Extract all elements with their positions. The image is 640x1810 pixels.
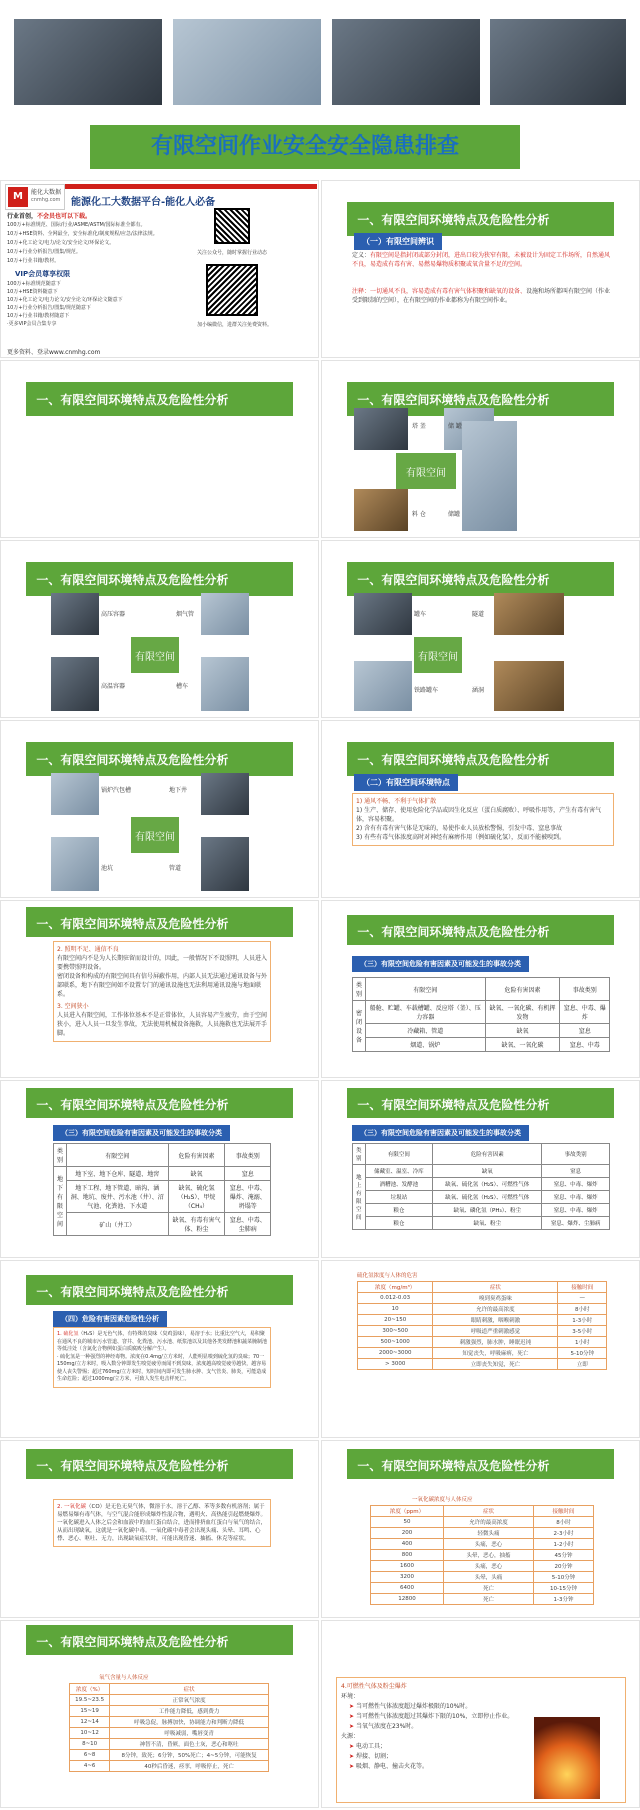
table-caption: 一氧化碳浓度与人体反应 <box>412 1497 473 1503</box>
col-header: 类别 <box>54 1144 67 1167</box>
para: · 硫化氢是一种强烈的神经毒物。浓度在0.4mg/立方米时，人能明显嗅到硫化氢的臭味；70一150mg/立方米时，吸入数分钟即发生嗅觉疲劳而闻不到臭味，浓度越高嗅觉疲劳越快，越容易使人丧失警惕；超过760mg/立方米时，短时间内即可发生肺水肿、支气管炎、肺炎，可能造成生命危险；超过1000mg/立方米，可致人发生电击样死亡。 <box>57 1353 267 1382</box>
cell: 冷藏箱、管道 <box>366 1024 486 1038</box>
item: 3) 有些有毒气体浓度高时对神经有麻痹作用（例如硫化氢），反而不能被嗅到。 <box>356 834 566 841</box>
photo-rail-tanker <box>354 661 412 711</box>
center-node: 有限空间 <box>131 637 179 673</box>
section-header: 一、有限空间环境特点及危险性分析 <box>26 1275 292 1305</box>
table-row <box>371 1583 594 1594</box>
slide-diagram-4 <box>0 720 319 898</box>
slide-header-only <box>0 360 319 538</box>
slide-table-underground <box>0 1080 319 1258</box>
co-table <box>370 1505 594 1605</box>
ad-list <box>7 221 202 266</box>
bullet: ➤ 当可燃性气体浓度超过其爆炸下限的10%，立即停止作业。 <box>349 1713 514 1720</box>
label: 高压容器 <box>101 611 126 618</box>
cell: 知觉丧失，呼吸麻痹，死亡 <box>433 1348 558 1359</box>
cell: 1-3分钟 <box>534 1594 594 1605</box>
section-header: 一、有限空间环境特点及危险性分析 <box>26 562 292 596</box>
ad-top-rule <box>65 184 317 189</box>
cell: 8分钟，致死；6分钟，50%死亡；4~5分钟，可能恢复 <box>110 1750 269 1761</box>
table-header-row <box>353 978 610 1001</box>
vip-item: 10万+化工论文/电力论文/安全论文/环保论文随意下 <box>7 297 123 303</box>
item: 2) 含有有毒有害气体是无味的，易使作业人员放松警惕，引发中毒、窒息事故 <box>356 825 563 832</box>
cell: 12~14 <box>70 1717 110 1728</box>
table-header-row <box>358 1282 607 1293</box>
cell: 2000~3000 <box>358 1348 433 1359</box>
table-row <box>353 1001 610 1024</box>
photo-manhole-worker <box>173 19 321 105</box>
col-header: 危险有害因素 <box>485 978 560 1001</box>
photo-boiler <box>51 773 99 815</box>
cell: 8小时 <box>558 1304 607 1315</box>
ad-industry-first: 行业首创，不会员也可以下载。 <box>7 213 92 220</box>
cell: 8小时 <box>534 1517 594 1528</box>
label: 塔 釜 <box>412 423 426 430</box>
slide-banner <box>0 0 640 178</box>
col-header: 症状 <box>443 1506 533 1517</box>
cell: 4~6 <box>70 1761 110 1772</box>
slide-h2s <box>0 1260 319 1438</box>
table-row <box>70 1717 269 1728</box>
cell: 窒息、中毒、爆炸 <box>560 1001 610 1024</box>
table-header-row <box>371 1506 594 1517</box>
label: 地下井 <box>169 787 188 794</box>
cell: 3200 <box>371 1572 444 1583</box>
cell: 45分钟 <box>534 1550 594 1561</box>
h2s-table <box>357 1281 607 1370</box>
center-node: 有限空间 <box>414 637 462 673</box>
cell: 缺氧、硫化氢（H₂S）、可燃性气体 <box>433 1191 542 1204</box>
cell: 缺氧、硫化氢（H₂S）、甲烷（CH₄） <box>168 1181 225 1213</box>
ad-item: 100万+标准规范、国际/行业/ASME/ASTM/国际标准全都有。 <box>7 222 146 228</box>
definition-text: 定义：有限空间是指封闭或部分封闭，进出口较为狭窄有限，未被设计为固定工作场所，自然通风不良，易造成有毒有害、易燃易爆物质积聚或氧含量不足的空间。 <box>352 252 611 268</box>
slide-environment <box>321 720 640 898</box>
table-row <box>353 1024 610 1038</box>
cell: — <box>558 1293 607 1304</box>
lighting-text <box>53 941 271 1042</box>
photo-tanker <box>354 593 412 635</box>
cell: 酒糟池、发酵池 <box>365 1178 433 1191</box>
table-row <box>358 1293 607 1304</box>
cell: 20~150 <box>358 1315 433 1326</box>
ad-title: 能源化工大数据平台-能化人必备 <box>71 197 216 208</box>
col-header: 症状 <box>110 1684 269 1695</box>
cell: 缺氧、一氧化碳、有机挥发物 <box>485 1001 560 1024</box>
col-header: 有限空间 <box>366 978 486 1001</box>
bullet: ➤ 当氧气浓度在23%时。 <box>349 1723 418 1730</box>
hazard-table <box>53 1143 271 1236</box>
cell: 12800 <box>371 1594 444 1605</box>
cell: 头晕，头痛 <box>443 1572 533 1583</box>
photo-pipe-worker <box>201 837 249 891</box>
photo-bin <box>354 489 408 531</box>
section-header: 一、有限空间环境特点及危险性分析 <box>347 915 613 945</box>
vip-list <box>7 280 202 328</box>
heading: 2. 照明不足、通信不良 <box>57 946 119 953</box>
oxygen-table <box>69 1683 269 1772</box>
cell: 1-3小时 <box>558 1315 607 1326</box>
qr-code-2 <box>206 264 258 316</box>
slide-table-aboveground <box>321 1080 640 1258</box>
cell: 10~12 <box>70 1728 110 1739</box>
cell: 允许的最高浓度 <box>443 1517 533 1528</box>
section-header: 一、有限空间环境特点及危险性分析 <box>26 742 292 776</box>
slide-table-closed <box>321 900 640 1078</box>
col-header: 事故类别 <box>542 1144 610 1165</box>
cell: 窒息 <box>542 1165 610 1178</box>
photo-tanker <box>332 19 480 105</box>
col-header: 事故类别 <box>225 1144 271 1167</box>
cell: 头痛，恶心 <box>443 1561 533 1572</box>
photo-underground <box>201 773 249 815</box>
table-caption: 硫化氢浓度与人体的危害 <box>357 1273 418 1279</box>
cell: 允许的最高浓度 <box>433 1304 558 1315</box>
table-row <box>371 1594 594 1605</box>
label: 高温容器 <box>101 683 126 690</box>
ad-item: 10万+HSE资料、全网最全，安全标准化/制度规程/应急/法律法规。 <box>7 231 158 237</box>
section-header: 一、有限空间环境特点及危险性分析 <box>26 1088 292 1118</box>
bullet: ➤ 当可燃性气体浓度超过爆炸极限的10%时。 <box>349 1703 472 1710</box>
section-header: 一、有限空间环境特点及危险性分析 <box>347 1449 613 1479</box>
cell: 50 <box>371 1517 444 1528</box>
cell: 呼吸道严重刺激感觉 <box>433 1326 558 1337</box>
cell: 19.5~23.5 <box>70 1695 110 1706</box>
slide-definition <box>321 180 640 358</box>
cell: 15~19 <box>70 1706 110 1717</box>
cell: 地下工程、地下管道、暗沟、涵洞、地坑、废井、污水池（井）、沼气池、化粪池、下水道 <box>67 1181 169 1213</box>
cell: 嗅到臭鸡蛋味 <box>433 1293 558 1304</box>
item: 1) 生产、储存、使用危险化学品或因生化反应（蛋白质腐败）、呼吸作用等，产生有毒有害气体，容易积聚。 <box>356 807 602 823</box>
category-cell: 密闭设备 <box>353 1001 366 1052</box>
cell: > 3000 <box>358 1359 433 1370</box>
section-header: 一、有限空间环境特点及危险性分析 <box>347 742 613 776</box>
table-header-row <box>54 1144 271 1167</box>
col-header: 有限空间 <box>365 1144 433 1165</box>
photo-rescue-workers <box>490 19 626 105</box>
col-header: 类别 <box>353 978 366 1001</box>
cell: 1小时 <box>558 1337 607 1348</box>
h2s-text <box>53 1327 271 1388</box>
slide-diagram-2 <box>0 540 319 718</box>
cell: 粮仓 <box>365 1204 433 1217</box>
cell: 正常氧气浓度 <box>110 1695 269 1706</box>
photo-equipment <box>14 19 162 105</box>
col-header: 症状 <box>433 1282 558 1293</box>
label: 锅炉汽包槽 <box>101 787 132 794</box>
cell: 缺氧、有毒有害气体、粉尘 <box>168 1213 225 1236</box>
bullet: ➤ 电动工具； <box>349 1743 386 1750</box>
cell: 300~500 <box>358 1326 433 1337</box>
cell: 500~1000 <box>358 1337 433 1348</box>
photo-fire <box>534 1717 600 1799</box>
label: 环境： <box>341 1693 360 1700</box>
table-row <box>358 1348 607 1359</box>
subsection-pill: （一）有限空间辨识 <box>354 233 442 250</box>
cell: 窒息、中毒、爆炸、淹溺、坍塌等 <box>225 1181 271 1213</box>
center-node: 有限空间 <box>131 817 179 853</box>
cell: 缺氧、粉尘 <box>433 1217 542 1230</box>
col-header: 浓度（mg/m³） <box>358 1282 433 1293</box>
photo-culvert <box>494 661 564 711</box>
cell: 眼睛刺激，咽喉刺激 <box>433 1315 558 1326</box>
center-node: 有限空间 <box>396 453 456 489</box>
bullet: ➤ 焊接、切割； <box>349 1753 392 1760</box>
cell: 10-15分钟 <box>534 1583 594 1594</box>
subsection-pill: （三）有限空间危险有害因素及可能发生的事故分类 <box>352 956 529 972</box>
banner-title: 有限空间作业安全安全隐患排查 <box>90 125 520 169</box>
photo-tower <box>354 408 408 450</box>
cell: 刺激强烈，肺水肿，睡眠迟钝 <box>433 1337 558 1348</box>
ad-logo-box <box>5 184 65 210</box>
cell: 储藏室、温室、冷库 <box>365 1165 433 1178</box>
table-header-row <box>353 1144 610 1165</box>
subsection-pill: （三）有限空间危险有害因素及可能发生的事故分类 <box>352 1125 529 1141</box>
cell: 0.012-0.03 <box>358 1293 433 1304</box>
col-header: 危险有害因素 <box>168 1144 225 1167</box>
slide-co-table <box>321 1440 640 1618</box>
table-row <box>70 1695 269 1706</box>
slide-h2s-table <box>321 1260 640 1438</box>
cell: 缺氧、一氧化碳 <box>485 1038 560 1052</box>
cell: 呼吸急促，脉搏加快，协调能力和判断力降低 <box>110 1717 269 1728</box>
cell: 窒息、中毒、爆炸 <box>542 1191 610 1204</box>
ad-item: 10万+行业分析报告/图集/规范。 <box>7 249 81 255</box>
label: 槽车 <box>176 683 189 690</box>
col-header: 接触时间 <box>534 1506 594 1517</box>
table-row <box>353 1165 610 1178</box>
cell: 6400 <box>371 1583 444 1594</box>
cell: 10 <box>358 1304 433 1315</box>
cell: 船舱、贮罐、车载槽罐、反应塔（釜）、压力容器 <box>366 1001 486 1024</box>
category-cell: 地下有限空间 <box>54 1167 67 1236</box>
label: 涵洞 <box>472 687 485 694</box>
table-row <box>371 1539 594 1550</box>
cell: 神智不清，昏厥，面色土灰，恶心和呕吐 <box>110 1739 269 1750</box>
cell: 死亡 <box>443 1583 533 1594</box>
cell: 8~10 <box>70 1739 110 1750</box>
label: 储罐 <box>448 511 461 518</box>
subsection-pill: （三）有限空间危险有害因素及可能发生的事故分类 <box>53 1125 230 1141</box>
slide-diagram-1 <box>321 360 640 538</box>
table-row <box>371 1572 594 1583</box>
slide-lighting <box>0 900 319 1078</box>
table-row <box>358 1337 607 1348</box>
cell: 200 <box>371 1528 444 1539</box>
table-header-row <box>70 1684 269 1695</box>
label: 烟气管 <box>176 611 195 618</box>
slide-ad <box>0 180 319 358</box>
ad-more[interactable]: 更多资料、登录www.cnmhg.com <box>7 349 101 356</box>
table-row <box>358 1315 607 1326</box>
col-header: 事故类别 <box>560 978 610 1001</box>
cell: 工作能力降低，感到费力 <box>110 1706 269 1717</box>
cell: 缺氧 <box>168 1167 225 1181</box>
cell: 1600 <box>371 1561 444 1572</box>
cell: 5-10分钟 <box>558 1348 607 1359</box>
table-row <box>371 1528 594 1539</box>
cell: 20分钟 <box>534 1561 594 1572</box>
cell: 立即 <box>558 1359 607 1370</box>
label: 火源： <box>341 1733 360 1740</box>
cell: 缺氧、磷化氢（PH₃）、粉尘 <box>433 1204 542 1217</box>
photo-tunnel <box>494 593 564 635</box>
heading: 3. 空间狭小 <box>57 1003 89 1010</box>
section-header: 一、有限空间环境特点及危险性分析 <box>347 382 613 416</box>
cell: 粮仓 <box>365 1217 433 1230</box>
co-text: 2. 一氧化碳（CO）是无色无臭气体，微溶于水，溶于乙醇、苯等多数有机溶剂；属于易燃易爆有毒气体，与空气混合能形成爆炸性混合物，遇明火、高热能引起燃烧爆炸。一氧化碳进入人体之后会和血液中的血红蛋白结合，进而排挤血红蛋白与氧气的结合，从而出现缺氧，这就是一氧化碳中毒。一氧化碳中毒者会出现头痛、头晕、耳鸣、心悸、恶心、呕吐、无力，出现缺氧症状时，可能出现昏迷、抽搐、休克等症状。 <box>53 1499 271 1547</box>
cell: 窒息 <box>225 1167 271 1181</box>
cell: 矿山（井工） <box>67 1213 169 1236</box>
cell: 400 <box>371 1539 444 1550</box>
cell: 缺氧 <box>485 1024 560 1038</box>
label: 池坑 <box>101 865 114 872</box>
cell: 40秒后昏迷，痉挛，呼吸停止，死亡 <box>110 1761 269 1772</box>
photo-truck <box>201 657 249 711</box>
col-header: 接触时间 <box>558 1282 607 1293</box>
label: 储 罐 <box>448 423 462 430</box>
vip-item: 10万+行业分析报告/图集/规范随意下 <box>7 305 91 311</box>
logo-text: 能化大数据 <box>31 189 62 196</box>
qr2-caption: 加小编微信，进群关注免费资料。 <box>197 322 273 328</box>
cell: 窒息、爆炸、尘肺病 <box>542 1217 610 1230</box>
cell: 5-10分钟 <box>534 1572 594 1583</box>
cell: 死亡 <box>443 1594 533 1605</box>
slide-oxygen-table <box>0 1620 319 1808</box>
vip-item: 10万+HSE资料随意下 <box>7 289 58 295</box>
logo-url: cnmhg.com <box>31 197 61 203</box>
cell: 800 <box>371 1550 444 1561</box>
table-row <box>70 1761 269 1772</box>
vip-item: ·更多VIP会员合集专享 <box>7 321 57 327</box>
photo-hot-vessel <box>51 657 99 711</box>
cell: 呼吸减弱，嘴唇变青 <box>110 1728 269 1739</box>
photo-silo <box>462 421 517 531</box>
table-row <box>70 1750 269 1761</box>
cell: 垃圾站 <box>365 1191 433 1204</box>
cell: 缺氧 <box>433 1165 542 1178</box>
ad-item: 10万+行业书籍/教材。 <box>7 258 60 264</box>
vip-item: 10万+行业书籍/教材随意下 <box>7 313 70 319</box>
col-header: 浓度（%） <box>70 1684 110 1695</box>
section-header: 一、有限空间环境特点及危险性分析 <box>347 202 613 236</box>
note-text: 注释：一切通风不良，容易造成有毒有害气体积聚和缺氧的设备、设施和场所都叫有限空间（作业受到限制的空间），在有限空间的作业都称为有限空间作业。 <box>352 288 611 304</box>
table-row <box>54 1167 271 1181</box>
cell: 地下室、地下仓库、隧道、地窖 <box>67 1167 169 1181</box>
item: 1) 通风不畅、不利于气体扩散 <box>356 798 437 805</box>
photo-pit <box>51 837 99 891</box>
bullet: ➤ 吸烟、静电、撞击火花等。 <box>349 1763 428 1770</box>
col-header: 浓度（ppm） <box>371 1506 444 1517</box>
logo-mark: M <box>8 187 28 207</box>
table-row <box>358 1326 607 1337</box>
section-header: 一、有限空间环境特点及危险性分析 <box>26 1449 292 1479</box>
table-row <box>371 1517 594 1528</box>
cell: 窒息 <box>560 1024 610 1038</box>
para: 1. 硫化氢（H₂S）是无色气体，有特殊的臭味（臭鸡蛋味），易溶于水；比重比空气大，易积聚在通风不良的城市污水管道、窨井、化粪池、污水池、纸浆池以及其他各类发酵池和蔬菜腌制池等低洼处（含氮化合物例如蛋白质腐败分解产生）。 <box>57 1331 268 1352</box>
table-row <box>358 1359 607 1370</box>
hazard-table <box>352 977 610 1052</box>
hazard-table <box>352 1143 610 1230</box>
table-row <box>54 1181 271 1213</box>
photo-vessel <box>51 593 99 635</box>
table-row <box>54 1213 271 1236</box>
subsection-pill: （四）危险有害因素危险性分析 <box>53 1311 167 1327</box>
environment-text <box>352 793 614 846</box>
cell: 窒息、中毒、爆炸 <box>542 1204 610 1217</box>
cell: 2-3小时 <box>534 1528 594 1539</box>
label: 料 仓 <box>412 511 426 518</box>
table-row <box>358 1304 607 1315</box>
table-row <box>353 1217 610 1230</box>
cell: 1-2小时 <box>534 1539 594 1550</box>
section-header: 一、有限空间环境特点及危险性分析 <box>347 562 613 596</box>
table-row <box>353 1204 610 1217</box>
col-header: 类别 <box>353 1144 366 1165</box>
cell: 头晕，恶心，抽搐 <box>443 1550 533 1561</box>
section-header: 一、有限空间环境特点及危险性分析 <box>26 382 292 416</box>
slide-diagram-3 <box>321 540 640 718</box>
section-header: 一、有限空间环境特点及危险性分析 <box>26 907 292 937</box>
heading: 4.可燃性气体及粉尘爆炸 <box>341 1683 407 1690</box>
table-row <box>70 1739 269 1750</box>
cell: 6~8 <box>70 1750 110 1761</box>
table-row <box>353 1038 610 1052</box>
table-row <box>70 1706 269 1717</box>
cell: 3-5小时 <box>558 1326 607 1337</box>
table-row <box>371 1561 594 1572</box>
cell: 轻微头痛 <box>443 1528 533 1539</box>
label: 罐车 <box>414 611 427 618</box>
section-header: 一、有限空间环境特点及危险性分析 <box>26 1625 292 1655</box>
para: 人员进入有限空间，工作体位基本不是正常体位，人员容易产生疲劳，由于空间狭小，进入人员一旦发生事故，无法使用机械设备施救，人员施救也无法展开手脚。 <box>57 1012 268 1037</box>
cell: 烟道、锅炉 <box>366 1038 486 1052</box>
para: 密闭设备和构成的有限空间具有信号屏蔽作用，内部人员无法通过通讯设备与外部联系，地下有限空间如不设置专门的通讯设施也无法利用通讯设施与地面联系。 <box>57 973 268 998</box>
cell: 窒息、中毒 <box>560 1038 610 1052</box>
table-row <box>353 1191 610 1204</box>
vip-item: 100万+标准规范随意下 <box>7 281 61 287</box>
cell: 头痛，恶心 <box>443 1539 533 1550</box>
ad-item: 10万+化工论文/电力/论文/安全论文/环保论文。 <box>7 240 115 246</box>
category-cell: 地上有限空间 <box>353 1165 366 1230</box>
para: 有限空间内不是为人长期驻留而设计的，因此，一般情况下不设照明，人员进入要携带照明设备。 <box>57 955 268 971</box>
slide-co <box>0 1440 319 1618</box>
table-row <box>70 1728 269 1739</box>
qr1-caption: 关注公众号，随时掌握行业动态 <box>197 250 268 256</box>
table-caption: 氧气含量与人体反应 <box>99 1675 149 1681</box>
col-header: 有限空间 <box>67 1144 169 1167</box>
table-row <box>371 1550 594 1561</box>
cell: 立即丧失知觉，死亡 <box>433 1359 558 1370</box>
cell: 缺氧、硫化氢（H₂S）、可燃性气体 <box>433 1178 542 1191</box>
cell: 窒息、中毒、尘肺病 <box>225 1213 271 1236</box>
vip-title: VIP会员尊享权限 <box>15 270 71 278</box>
table-row <box>353 1178 610 1191</box>
qr-code-1 <box>214 208 250 244</box>
label: 管道 <box>169 865 182 872</box>
col-header: 危险有害因素 <box>433 1144 542 1165</box>
photo-pipe <box>201 593 249 635</box>
label: 隧道 <box>472 611 485 618</box>
label: 铁路罐车 <box>414 687 439 694</box>
cell: 窒息、中毒、爆炸 <box>542 1178 610 1191</box>
subsection-pill: （二）有限空间环境特点 <box>354 774 458 791</box>
slide-explosion <box>321 1620 640 1808</box>
section-header: 一、有限空间环境特点及危险性分析 <box>347 1088 613 1118</box>
